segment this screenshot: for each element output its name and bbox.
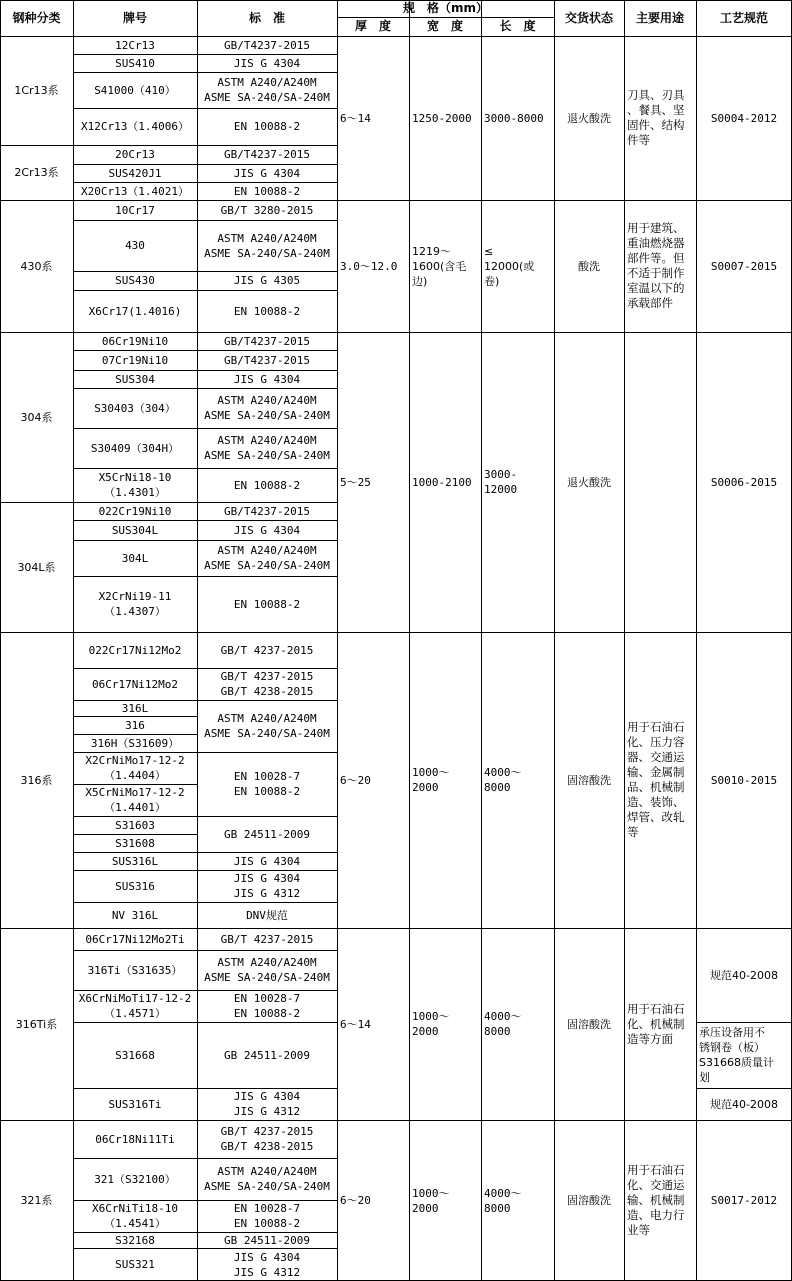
width-cell: 1219～ 1600(含毛 边) <box>412 244 467 288</box>
standard-cell: ASTM A240/A240M ASME SA-240/SA-240M <box>204 231 330 260</box>
usage-cell: 用于石油石 化、压力容 器、交通运 输、金属制 品、机械制 造、装饰、 焊管、改轧 等 <box>627 720 685 839</box>
process-cell: S0006-2015 <box>710 475 778 489</box>
grade-cell: 022Cr19Ni10 <box>98 504 172 518</box>
standard-cell: GB 24511-2009 <box>223 1233 311 1247</box>
standard-cell: DNV规范 <box>246 908 288 922</box>
header-grade: 牌号 <box>122 10 147 25</box>
header-width: 宽 度 <box>426 19 463 33</box>
grade-cell: 12Cr13 <box>115 38 155 52</box>
width-cell: 1000～ 2000 <box>412 766 450 794</box>
category-cell: 321系 <box>20 1194 53 1207</box>
standard-cell: ASTM A240/A240M ASME SA-240/SA-240M <box>204 956 330 984</box>
category-cell: 316系 <box>20 773 53 787</box>
thickness-cell: 3.0～12.0 <box>340 259 398 273</box>
grade-cell: 20Cr13 <box>115 148 155 161</box>
category-cell: 430系 <box>20 259 53 273</box>
standard-cell: EN 10028-7 EN 10088-2 <box>233 770 301 798</box>
header-spec: 规 格（mm） <box>402 1 488 15</box>
standard-cell: GB/T 4237-2015 GB/T 4238-2015 <box>220 1125 314 1153</box>
standard-cell: GB 24511-2009 <box>223 1048 311 1062</box>
standard-cell: ASTM A240/A240M ASME SA-240/SA-240M <box>204 1165 330 1193</box>
delivery-cell: 固溶酸洗 <box>567 1194 611 1207</box>
standard-cell: ASTM A240/A240M ASME SA-240/SA-240M <box>204 434 330 462</box>
header-length: 长 度 <box>499 19 536 33</box>
grade-cell: X6CrNiTi18-10 （1.4541） <box>91 1202 179 1230</box>
grade-cell: S30409（304H） <box>90 441 180 455</box>
grade-cell: 06Cr19Ni10 <box>101 334 169 348</box>
standard-cell: GB/T4237-2015 <box>223 148 311 161</box>
standard-cell: JIS G 4304 <box>233 56 301 70</box>
grade-cell: 06Cr17Ni12Mo2Ti <box>85 932 185 946</box>
width-cell: 1000～ 2000 <box>412 1010 450 1038</box>
grade-cell: S32168 <box>115 1233 155 1247</box>
thickness-cell: 5～25 <box>340 475 371 489</box>
length-cell: 3000- 12000 <box>484 468 518 496</box>
length-cell: 4000～ 8000 <box>484 1186 522 1215</box>
standard-cell: EN 10088-2 <box>233 478 301 492</box>
grade-cell: 304L <box>121 551 149 565</box>
grade-cell: 316L <box>121 701 149 715</box>
standard-cell: JIS G 4304 <box>233 166 301 180</box>
length-cell: 3000-8000 <box>484 111 544 125</box>
standard-cell: EN 10088-2 <box>233 120 301 133</box>
category-cell: 316Ti系 <box>15 1017 58 1031</box>
process-cell: S0010-2015 <box>710 773 778 787</box>
standard-cell: ASTM A240/A240M ASME SA-240/SA-240M <box>204 76 330 104</box>
standard-cell: JIS G 4304 JIS G 4312 <box>233 1090 301 1118</box>
delivery-cell: 固溶酸洗 <box>567 1017 611 1031</box>
grade-cell: X5CrNi18-10 （1.4301） <box>98 471 172 499</box>
process-cell: S0004-2012 <box>710 111 778 125</box>
category-cell: 304L系 <box>17 560 56 574</box>
grade-cell: SUS420J1 <box>108 166 162 180</box>
standard-cell: EN 10088-2 <box>233 184 301 198</box>
standard-cell: JIS G 4304 JIS G 4312 <box>233 1250 301 1279</box>
grade-cell: SUS304L <box>111 523 159 537</box>
length-cell: ≤ 12000(或 卷) <box>484 244 535 288</box>
standard-cell: JIS G 4304 <box>233 372 301 386</box>
grade-cell: SUS316L <box>111 854 159 868</box>
category-cell: 1Cr13系 <box>14 84 59 97</box>
standard-cell: ASTM A240/A240M ASME SA-240/SA-240M <box>204 712 330 740</box>
grade-cell: SUS410 <box>115 56 155 70</box>
standard-cell: EN 10088-2 <box>233 304 301 318</box>
grade-cell: 10Cr17 <box>115 203 155 217</box>
standard-cell: GB/T 4237-2015 GB/T 4238-2015 <box>220 670 314 698</box>
width-cell: 1250-2000 <box>412 111 472 125</box>
grade-cell: S31668 <box>115 1048 155 1062</box>
standard-cell: GB/T4237-2015 <box>223 504 311 518</box>
grade-cell: SUS321 <box>115 1258 155 1271</box>
width-cell: 1000-2100 <box>412 475 472 489</box>
standard-cell: GB/T4237-2015 <box>223 353 311 367</box>
standard-cell: JIS G 4304 <box>233 854 301 868</box>
header-category: 钢种分类 <box>12 10 61 25</box>
grade-cell: NV 316L <box>111 908 159 922</box>
header-standard: 标 准 <box>248 10 285 25</box>
standard-cell: GB/T 3280-2015 <box>220 203 314 217</box>
grade-cell: 316Ti（S31635） <box>87 963 183 977</box>
category-cell: 304系 <box>20 410 53 424</box>
grade-cell: X6Cr17(1.4016) <box>88 304 182 318</box>
grade-cell: X20Cr13（1.4021） <box>80 184 190 198</box>
standard-cell: EN 10088-2 <box>233 597 301 611</box>
header-thickness: 厚 度 <box>354 19 391 33</box>
standard-cell: GB 24511-2009 <box>223 827 311 841</box>
usage-cell: 用于石油石 化、交通运 输、机械制 造、电力行 业等 <box>627 1163 685 1237</box>
grade-cell: X2CrNiMo17-12-2 （1.4404） <box>85 754 185 782</box>
grade-cell: SUS316Ti <box>108 1097 162 1111</box>
process-cell: 规范40-2008 <box>710 968 778 982</box>
grade-cell: 321（S32100） <box>94 1172 176 1186</box>
grade-cell: 430 <box>125 239 145 252</box>
standard-cell: GB/T 4237-2015 <box>220 643 314 657</box>
grade-cell: X6CrNiMoTi17-12-2 （1.4571） <box>78 992 192 1020</box>
width-cell: 1000～ 2000 <box>412 1186 450 1215</box>
standard-cell: GB/T4237-2015 <box>223 38 311 52</box>
grade-cell: 06Cr18Ni11Ti <box>95 1132 175 1146</box>
grade-cell: 07Cr19Ni10 <box>101 353 169 367</box>
header-process: 工艺规范 <box>719 10 768 25</box>
thickness-cell: 6～20 <box>340 773 371 787</box>
standard-cell: JIS G 4304 <box>233 523 301 537</box>
header-delivery: 交货状态 <box>564 10 613 25</box>
thickness-cell: 6～14 <box>340 111 371 125</box>
grade-cell: 316 <box>125 718 145 732</box>
grade-cell: S30403（304） <box>94 401 176 415</box>
standard-cell: JIS G 4305 <box>233 274 301 287</box>
delivery-cell: 酸洗 <box>578 259 600 273</box>
delivery-cell: 退火酸洗 <box>567 111 611 125</box>
grade-cell: X12Cr13（1.4006） <box>80 120 190 133</box>
standard-cell: EN 10028-7 EN 10088-2 <box>233 992 301 1020</box>
process-cell: S0017-2012 <box>710 1194 778 1207</box>
grade-cell: 316H（S31609） <box>90 736 180 750</box>
grade-cell: 022Cr17Ni12Mo2 <box>88 643 182 657</box>
grade-cell: S31603 <box>115 818 155 832</box>
length-cell: 4000～ 8000 <box>484 1010 522 1038</box>
standard-cell: GB/T 4237-2015 <box>220 932 314 946</box>
process-cell: 承压设备用不 锈钢卷（板） S31668质量计 划 <box>699 1026 774 1084</box>
usage-cell: 刀具、刃具 、餐具、坚 固件、结构 件等 <box>627 88 685 147</box>
thickness-cell: 6～20 <box>340 1194 371 1207</box>
grade-cell: SUS316 <box>115 879 155 893</box>
header-usage: 主要用途 <box>635 10 684 25</box>
grade-cell: X5CrNiMo17-12-2 （1.4401） <box>85 786 185 814</box>
grade-cell: SUS430 <box>115 274 155 287</box>
standard-cell: EN 10028-7 EN 10088-2 <box>233 1202 301 1230</box>
usage-cell: 用于建筑、 重油燃烧器 部件等。但 不适于制作 室温以下的 承载部件 <box>627 221 685 310</box>
length-cell: 4000～ 8000 <box>484 766 522 794</box>
process-cell: S0007-2015 <box>710 259 778 273</box>
grade-cell: X2CrNi19-11 （1.4307） <box>98 590 172 618</box>
grade-cell: S31608 <box>115 836 155 850</box>
thickness-cell: 6～14 <box>340 1017 371 1031</box>
standard-cell: GB/T4237-2015 <box>223 334 311 348</box>
category-cell: 2Cr13系 <box>14 166 59 179</box>
delivery-cell: 固溶酸洗 <box>567 773 611 787</box>
process-cell: 规范40-2008 <box>710 1097 778 1111</box>
grade-cell: SUS304 <box>115 372 155 386</box>
delivery-cell: 退火酸洗 <box>567 475 611 489</box>
standard-cell: ASTM A240/A240M ASME SA-240/SA-240M <box>204 394 330 422</box>
usage-cell: 用于石油石 化、机械制 造等方面 <box>627 1001 685 1046</box>
standard-cell: ASTM A240/A240M ASME SA-240/SA-240M <box>204 544 330 572</box>
grade-cell: S41000（410） <box>94 83 176 97</box>
standard-cell: JIS G 4304 JIS G 4312 <box>233 872 301 900</box>
grade-cell: 06Cr17Ni12Mo2 <box>91 677 179 691</box>
